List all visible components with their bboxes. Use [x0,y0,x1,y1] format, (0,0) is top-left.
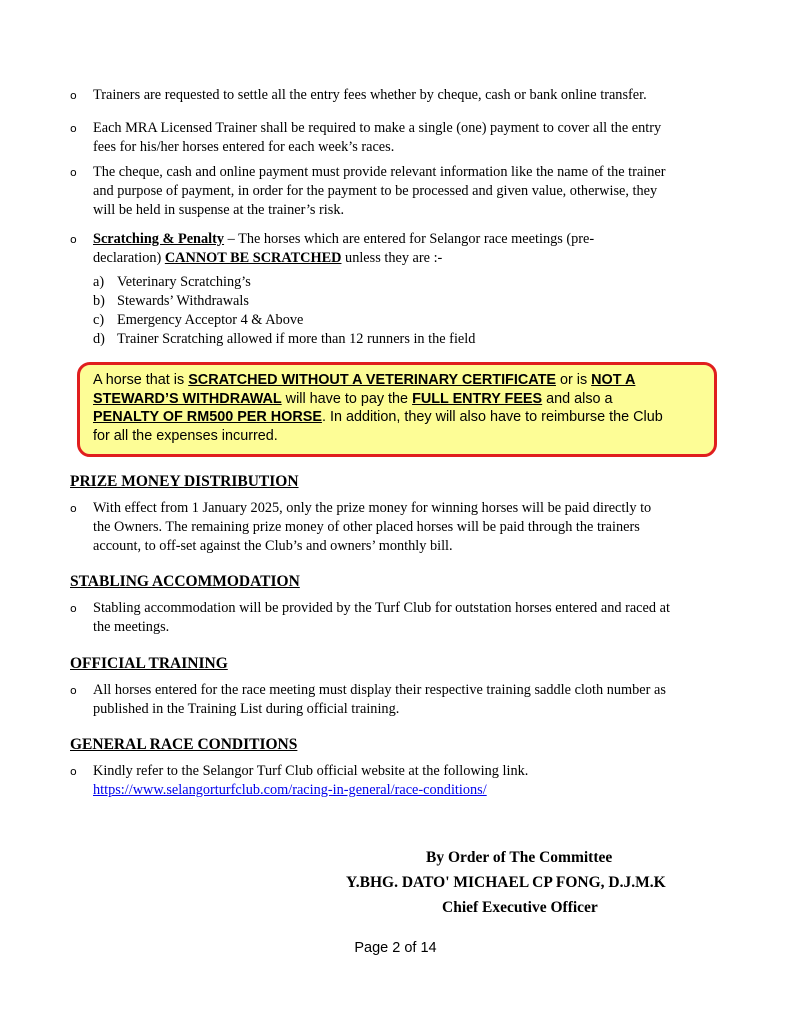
signature-name: Y.BHG. DATO' MICHAEL CP FONG, D.J.M.K [346,874,666,891]
training-paragraph: All horses entered for the race meeting must display their respective training saddle cloth number as published in the Training List during official training. [93,682,666,717]
prize-paragraph: With effect from 1 January 2025, only the prize money for winning horses will be paid directly to the Owners. The remaining prize money of other placed horses will be paid through the trainers account, to off-set against the Club’s and owners’ monthly bill. [93,500,652,554]
bullet: o [70,502,77,515]
scratching-list [93,273,475,349]
section-heading-official-training: OFFICIAL TRAINING [70,655,228,672]
signature-title: Chief Executive Officer [442,899,598,916]
list-item: c) Emergency Acceptor 4 & Above [93,312,304,328]
list-item: d) Trainer Scratching allowed if more than 12 runners in the field [93,331,476,347]
bullet: o [70,602,77,615]
fees-item-3: The cheque, cash and online payment must provide relevant information like the name of the trainer and purpose of payment, in order for the payment to be processed and given value, otherwise, they will be held in suspense at the trainer’s risk. [93,164,666,218]
section-heading-race-conditions: GENERAL RACE CONDITIONS [70,736,298,753]
cannot-be-scratched: CANNOT BE SCRATCHED [164,250,342,266]
list-item: b) Stewards’ Withdrawals [93,293,249,309]
list-item: a) Veterinary Scratching’s [93,274,251,290]
conditions-paragraph: Kindly refer to the Selangor Turf Club official website at the following link. https://www.selangorturfclub.com/racing-in-general/race-conditions/ [93,763,529,798]
section-heading-prize-money: PRIZE MONEY DISTRIBUTION [70,473,299,490]
page-number: Page 2 of 14 [354,940,437,956]
penalty-notice-box: A horse that is SCRATCHED WITHOUT A VETERINARY CERTIFICATE or is NOT A STEWARD’S WITHDRAWAL will have to pay the FULL ENTRY FEES and also a PENALTY OF RM500 PER HORSE. In addition, they will also have to reimburse the Club for all the expenses incurred. [77,362,717,457]
bullet: o [70,233,77,246]
bullet: o [70,765,77,778]
signature-order: By Order of The Committee [426,849,613,866]
race-conditions-link[interactable]: https://www.selangorturfclub.com/racing-in-general/race-conditions/ [93,782,487,798]
bullet: o [70,89,77,102]
fees-item-1: Trainers are requested to settle all the entry fees whether by cheque, cash or bank online transfer. [93,87,647,103]
scratching-title: Scratching & Penalty [93,231,225,247]
fees-item-2: Each MRA Licensed Trainer shall be required to make a single (one) payment to cover all the entry fees for his/her horses entered for each week’s races. [93,120,662,155]
bullet: o [70,166,77,179]
stabling-paragraph: Stabling accommodation will be provided by the Turf Club for outstation horses entered and raced at the meetings. [93,600,670,635]
bullet: o [70,684,77,697]
section-heading-stabling: STABLING ACCOMMODATION [70,573,300,590]
bullet: o [70,122,77,135]
scratching-paragraph: Scratching & Penalty – The horses which are entered for Selangor race meetings (pre- declaration) CANNOT BE SCRATCHED unless they are :- [93,231,595,266]
